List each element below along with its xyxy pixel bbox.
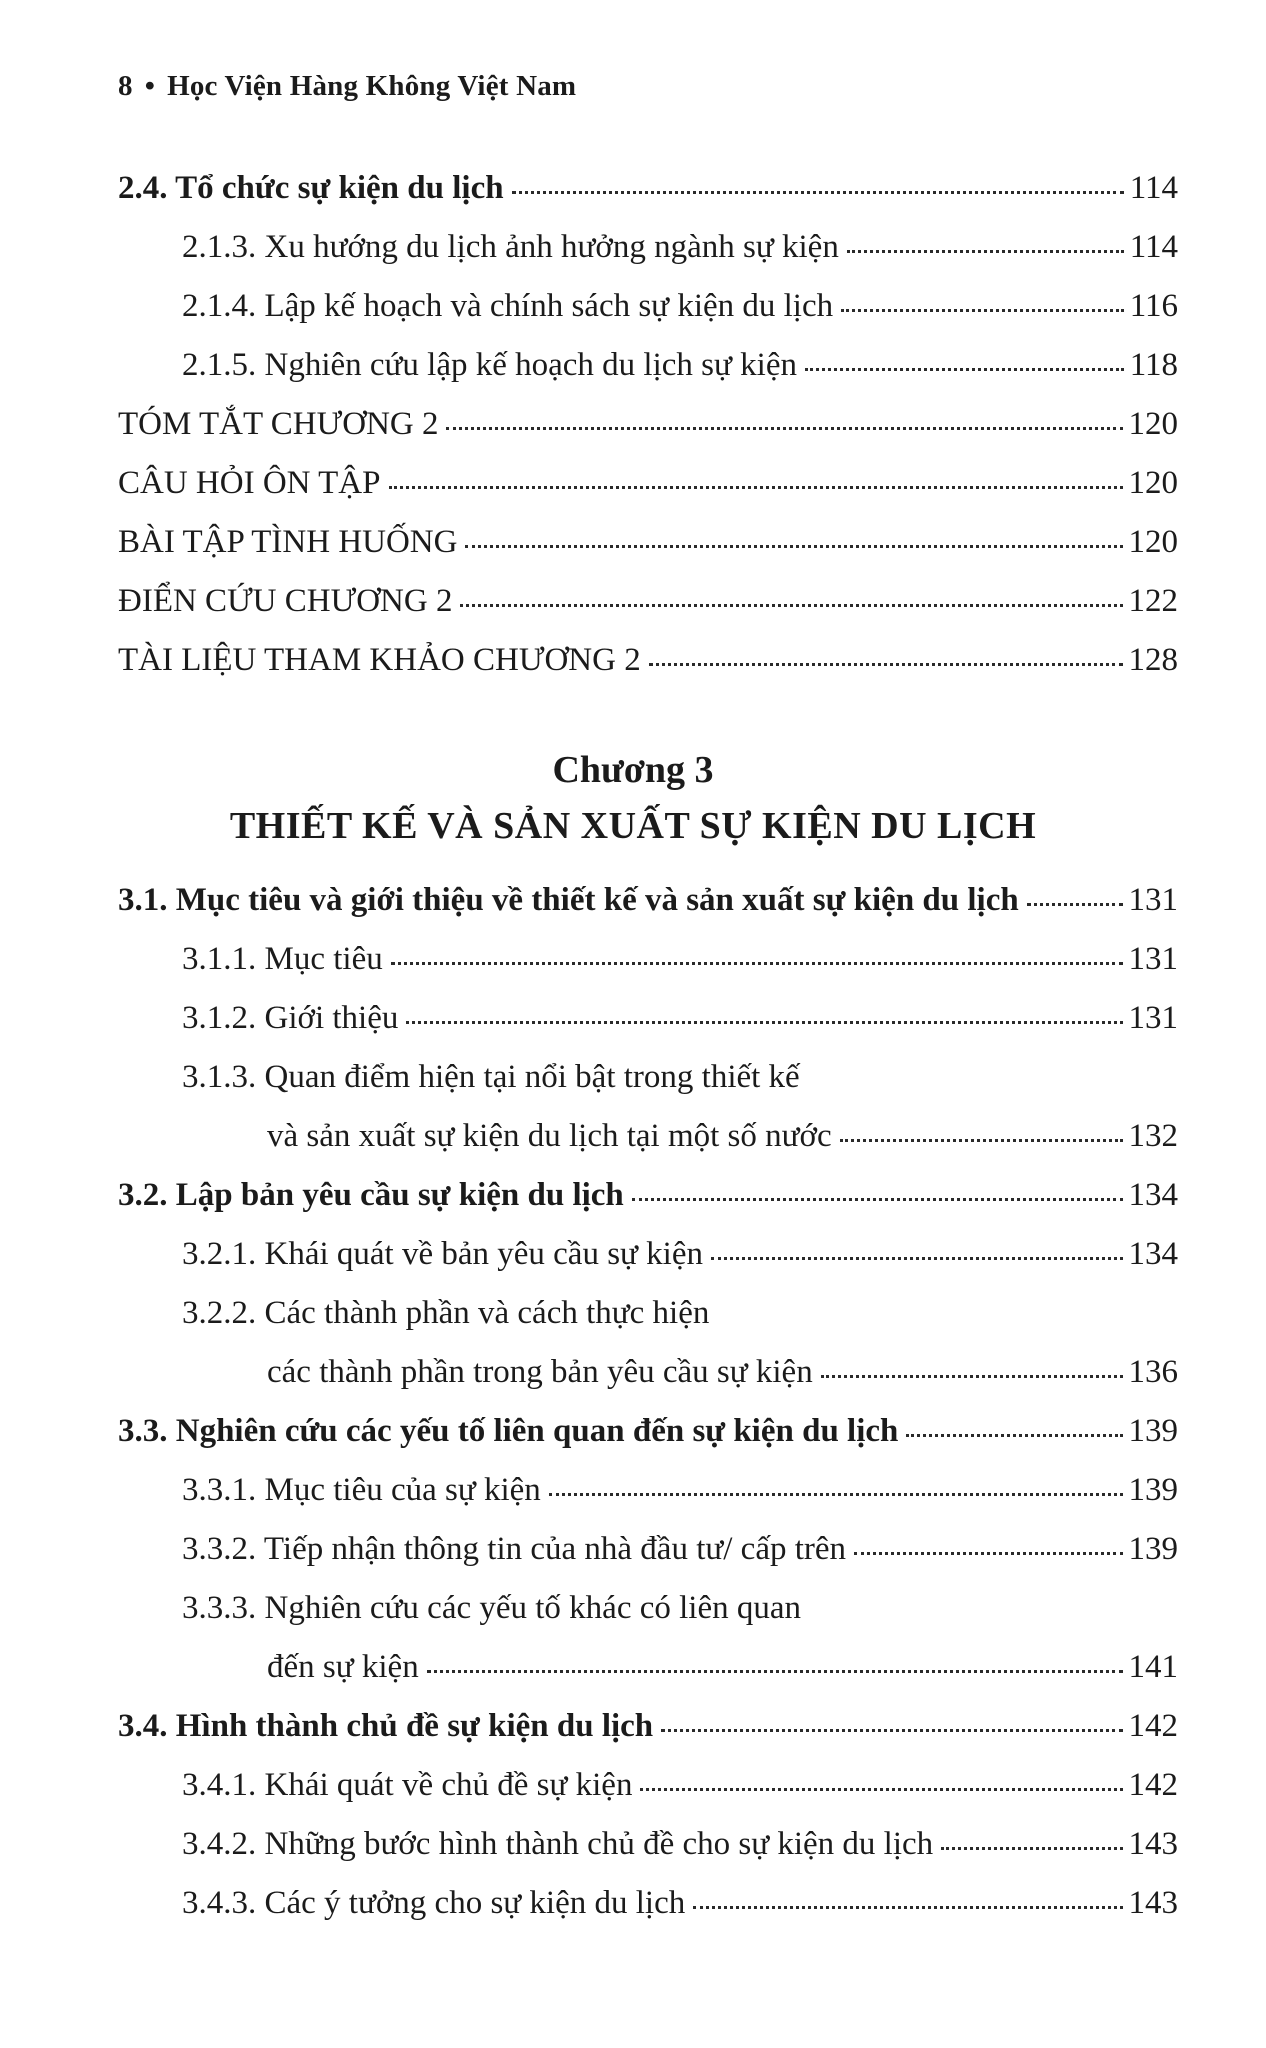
- toc-entry-page: 116: [1129, 288, 1178, 324]
- dot-leader: [549, 1493, 1123, 1496]
- toc-entry-page: 114: [1129, 170, 1178, 206]
- toc-entry-label: 3.3. Nghiên cứu các yếu tố liên quan đến sự kiện du lịch: [118, 1413, 899, 1449]
- toc-entry-3-3-1[interactable]: [182, 1474, 1178, 1507]
- dot-leader: [406, 1021, 1122, 1024]
- toc-entry-label: và sản xuất sự kiện du lịch tại một số nước: [267, 1118, 832, 1154]
- toc-entry-3-3[interactable]: [118, 1415, 1178, 1448]
- dot-leader: [821, 1375, 1123, 1378]
- toc-entry-page: 139: [1128, 1531, 1178, 1567]
- toc-entry-label: các thành phần trong bản yêu cầu sự kiện: [267, 1354, 813, 1390]
- dot-leader: [854, 1552, 1122, 1555]
- dot-leader: [840, 1139, 1123, 1142]
- toc-entry-page: 141: [1128, 1649, 1178, 1685]
- toc-entry-label: đến sự kiện: [267, 1649, 419, 1685]
- dot-leader: [446, 427, 1122, 430]
- toc-entry-2-4[interactable]: [118, 172, 1178, 205]
- toc-entry-3-4-2[interactable]: [182, 1828, 1178, 1861]
- dot-leader: [693, 1906, 1122, 1909]
- toc-entry-2-1-4[interactable]: [182, 290, 1178, 323]
- toc-entry-label: 3.4.3. Các ý tưởng cho sự kiện du lịch: [182, 1885, 686, 1921]
- header-page-number: 8: [118, 70, 133, 102]
- dot-leader: [512, 191, 1124, 194]
- toc-entry-page: 131: [1128, 1000, 1178, 1036]
- toc-entry-3-4-3[interactable]: [182, 1887, 1178, 1920]
- toc-entry-label: TÓM TẮT CHƯƠNG 2: [118, 406, 439, 442]
- toc-entry-3-1-1[interactable]: [182, 943, 1178, 976]
- toc-entry-page: 122: [1128, 583, 1178, 619]
- running-header: [118, 70, 576, 103]
- dot-leader: [711, 1257, 1123, 1260]
- toc-entry-3-1[interactable]: [118, 884, 1178, 917]
- toc-entry-3-3-3[interactable]: [267, 1651, 1178, 1684]
- toc-entry-3-2-2-line1[interactable]: 3.2.2. Các thành phần và cách thực hiện: [182, 1295, 710, 1331]
- toc-entry-3-2-2[interactable]: [267, 1356, 1178, 1389]
- toc-entry-label: 3.1. Mục tiêu và giới thiệu về thiết kế và sản xuất sự kiện du lịch: [118, 882, 1019, 918]
- toc-entry-label: 3.1.2. Giới thiệu: [182, 1000, 399, 1036]
- toc-entry-page: 142: [1128, 1767, 1178, 1803]
- toc-entry-3-3-3-line1[interactable]: 3.3.3. Nghiên cứu các yếu tố khác có liên quan: [182, 1590, 802, 1626]
- toc-entry-label: TÀI LIỆU THAM KHẢO CHƯƠNG 2: [118, 642, 641, 678]
- toc-entry-label: 3.4. Hình thành chủ đề sự kiện du lịch: [118, 1708, 654, 1744]
- toc-entry-page: 120: [1128, 465, 1178, 501]
- toc-entry-summary[interactable]: [118, 408, 1178, 441]
- toc-entry-page: 143: [1128, 1885, 1178, 1921]
- toc-entry-page: 139: [1128, 1472, 1178, 1508]
- dot-leader: [661, 1729, 1122, 1732]
- dot-leader: [427, 1670, 1123, 1673]
- toc-entry-review-questions[interactable]: [118, 467, 1178, 500]
- toc-entry-page: 120: [1128, 406, 1178, 442]
- toc-entry-page: 136: [1128, 1354, 1178, 1390]
- toc-entry-label: 3.4.1. Khái quát về chủ đề sự kiện: [182, 1767, 633, 1803]
- toc-entry-page: 134: [1128, 1177, 1178, 1213]
- dot-leader: [640, 1788, 1122, 1791]
- dot-leader: [841, 309, 1124, 312]
- toc-entry-references[interactable]: [118, 644, 1178, 677]
- toc-entry-label: 2.1.5. Nghiên cứu lập kế hoạch du lịch sự kiện: [182, 347, 797, 383]
- toc-entry-page: 131: [1128, 882, 1178, 918]
- toc-entry-page: 132: [1128, 1118, 1178, 1154]
- toc-entry-3-2-1[interactable]: [182, 1238, 1178, 1271]
- toc-entry-3-1-3-line1[interactable]: 3.1.3. Quan điểm hiện tại nổi bật trong thiết kế: [182, 1059, 800, 1095]
- toc-entry-label: 2.1.3. Xu hướng du lịch ảnh hưởng ngành sự kiện: [182, 229, 839, 265]
- toc-entry-label: ĐIỂN CỨU CHƯƠNG 2: [118, 583, 453, 619]
- dot-leader: [391, 962, 1123, 965]
- toc-entry-3-2[interactable]: [118, 1179, 1178, 1212]
- toc-entry-label: BÀI TẬP TÌNH HUỐNG: [118, 524, 458, 560]
- toc-entry-page: 139: [1128, 1413, 1178, 1449]
- dot-leader: [649, 663, 1123, 666]
- header-bullet: •: [144, 70, 156, 102]
- dot-leader: [847, 250, 1124, 253]
- toc-entry-page: 118: [1129, 347, 1178, 383]
- toc-entry-label: 2.4. Tổ chức sự kiện du lịch: [118, 170, 504, 206]
- header-title: Học Viện Hàng Không Việt Nam: [167, 70, 577, 102]
- toc-entry-label: 3.3.2. Tiếp nhận thông tin của nhà đầu tư/ cấp trên: [182, 1531, 847, 1567]
- toc-entry-label: 3.4.2. Những bước hình thành chủ đề cho sự kiện du lịch: [182, 1826, 934, 1862]
- toc-entry-page: 143: [1128, 1826, 1178, 1862]
- toc-entry-2-1-5[interactable]: [182, 349, 1178, 382]
- toc-entry-page: 120: [1128, 524, 1178, 560]
- toc-entry-page: 142: [1128, 1708, 1178, 1744]
- toc-entry-label: CÂU HỎI ÔN TẬP: [118, 465, 381, 501]
- toc-entry-label: 3.2. Lập bản yêu cầu sự kiện du lịch: [118, 1177, 624, 1213]
- dot-leader: [460, 604, 1122, 607]
- toc-entry-label: 3.3.1. Mục tiêu của sự kiện: [182, 1472, 541, 1508]
- toc-entry-case-exercises[interactable]: [118, 526, 1178, 559]
- toc-entry-case-study[interactable]: [118, 585, 1178, 618]
- dot-leader: [906, 1434, 1122, 1437]
- dot-leader: [632, 1198, 1123, 1201]
- dot-leader: [465, 545, 1122, 548]
- toc-entry-2-1-3[interactable]: [182, 231, 1178, 264]
- toc-entry-3-4[interactable]: [118, 1710, 1178, 1743]
- dot-leader: [1027, 903, 1123, 906]
- toc-entry-3-4-1[interactable]: [182, 1769, 1178, 1802]
- toc-entry-3-3-2[interactable]: [182, 1533, 1178, 1566]
- toc-entry-3-1-3[interactable]: [267, 1120, 1178, 1153]
- dot-leader: [389, 486, 1123, 489]
- toc-entry-page: 131: [1128, 941, 1178, 977]
- dot-leader: [941, 1847, 1122, 1850]
- toc-entry-page: 128: [1128, 642, 1178, 678]
- toc-entry-3-1-2[interactable]: [182, 1002, 1178, 1035]
- chapter-number: Chương 3: [552, 749, 714, 791]
- toc-entry-label: 3.2.1. Khái quát về bản yêu cầu sự kiện: [182, 1236, 703, 1272]
- toc-entry-page: 114: [1129, 229, 1178, 265]
- chapter-title: THIẾT KẾ VÀ SẢN XUẤT SỰ KIỆN DU LỊCH: [229, 805, 1037, 847]
- toc-entry-label: 3.1.1. Mục tiêu: [182, 941, 383, 977]
- dot-leader: [805, 368, 1124, 371]
- toc-entry-page: 134: [1128, 1236, 1178, 1272]
- toc-entry-label: 2.1.4. Lập kế hoạch và chính sách sự kiện du lịch: [182, 288, 834, 324]
